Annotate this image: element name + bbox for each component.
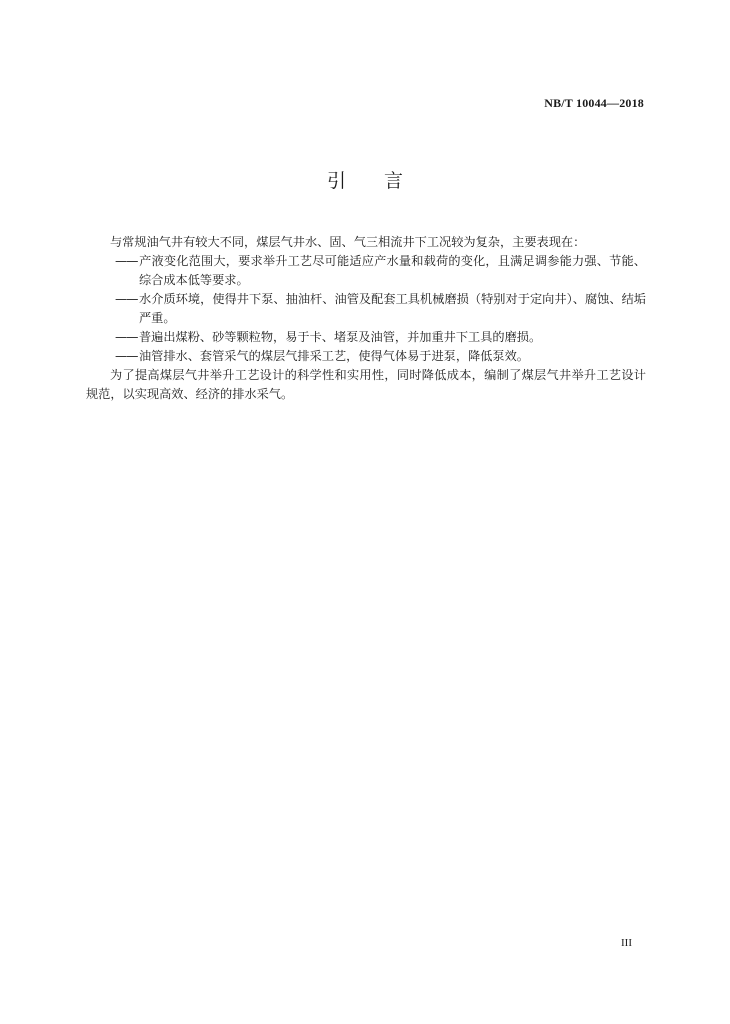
dash-item (86, 290, 646, 328)
page-title: 引言 (326, 170, 441, 192)
page-number: III (621, 937, 632, 949)
dash-item-text: 水介质环境，使得井下泵、抽油杆、油管及配套工具机械磨损（特别对于定向井）、腐蚀、结垢严重。 (139, 292, 646, 325)
intro-paragraph: 与常规油气井有较大不同，煤层气井水、固、气三相流井下工况较为复杂，主要表现在： (110, 235, 586, 249)
dash-item-text: 产液变化范围大，要求举升工艺尽可能适应产水量和载荷的变化，且满足调参能力强、节能、综合成本低等要求。 (139, 254, 646, 287)
dash-marker: —— (115, 330, 138, 344)
dash-item (86, 328, 646, 347)
standard-number: NB/T 10044—2018 (544, 96, 644, 110)
dash-item-text: 普遍出煤粉、砂等颗粒物，易于卡、堵泵及油管，并加重井下工具的磨损。 (139, 330, 542, 344)
dash-marker: —— (115, 349, 138, 363)
dash-item-text: 油管排水、套管采气的煤层气排采工艺，使得气体易于进泵，降低泵效。 (139, 349, 529, 363)
document-body (86, 233, 646, 404)
dash-marker: —— (115, 254, 138, 268)
dash-item (86, 347, 646, 366)
dash-marker: —— (115, 292, 138, 306)
closing-paragraph: 为了提高煤层气井举升工艺设计的科学性和实用性，同时降低成本，编制了煤层气井举升工艺设计规范，以实现高效、经济的排水采气。 (86, 368, 646, 401)
dash-item (86, 252, 646, 290)
